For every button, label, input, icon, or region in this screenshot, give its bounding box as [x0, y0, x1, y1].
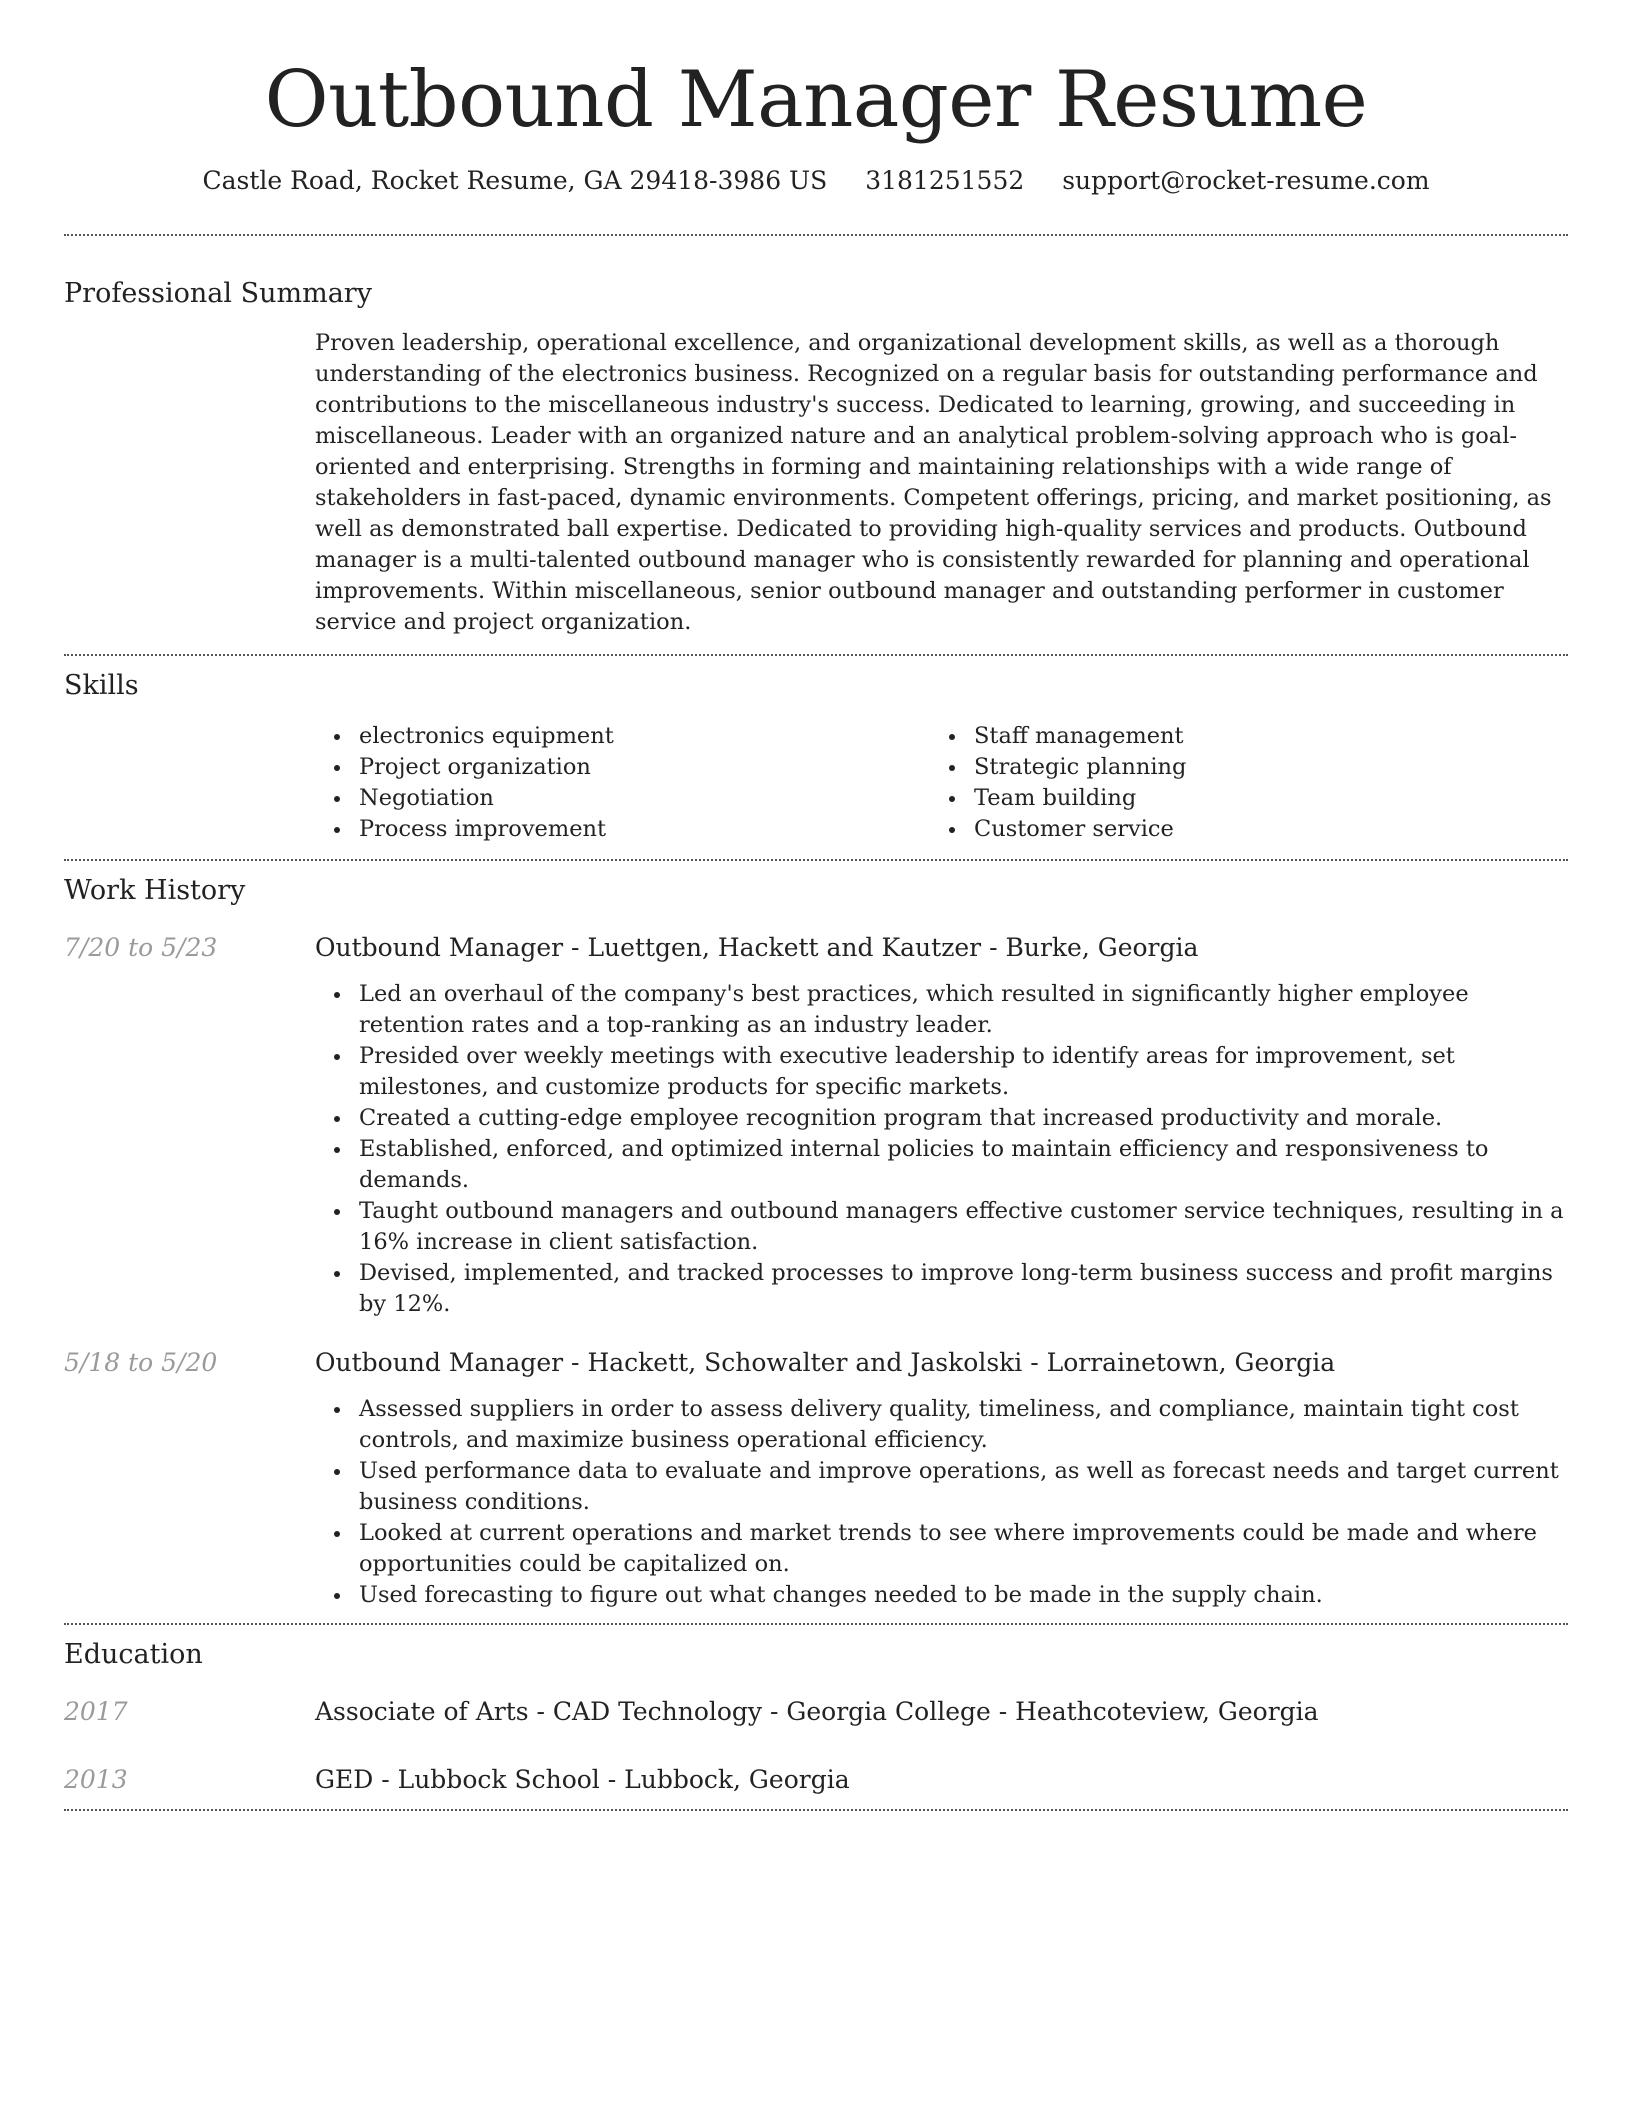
- skill-item: Staff management: [974, 721, 1545, 752]
- email[interactable]: support@rocket-resume.com: [1062, 166, 1430, 195]
- education-year: 2013: [64, 1765, 128, 1794]
- job-entry: [64, 1346, 1568, 1611]
- address: Castle Road, Rocket Resume, GA 29418-3986 US: [202, 166, 828, 195]
- contact-line: [64, 164, 1568, 198]
- resume-page: [64, 0, 1568, 1811]
- job-bullet: Devised, implemented, and tracked processes to improve long-term business success and profit margins by 12%.: [359, 1258, 1568, 1320]
- job-bullet: Used forecasting to figure out what changes needed to be made in the supply chain.: [359, 1580, 1568, 1611]
- resume-title: Outbound Manager Resume: [264, 55, 1368, 145]
- job-dates: 5/18 to 5/20: [64, 1348, 218, 1377]
- skills-heading: Skills: [64, 670, 139, 701]
- phone: 3181251552: [865, 166, 1025, 195]
- summary-section: [64, 236, 1568, 638]
- job-bullet: Looked at current operations and market trends to see where improvements could be made and where opportunities could be capitalized on.: [359, 1518, 1568, 1580]
- job-bullets: [315, 979, 1568, 1320]
- skills-column-right: [930, 721, 1545, 845]
- job-bullet: Led an overhaul of the company's best practices, which resulted in significantly higher employee retention rates and a top-ranking as an industry leader.: [359, 979, 1568, 1041]
- skill-item: electronics equipment: [359, 721, 930, 752]
- skills-list: [315, 721, 1568, 845]
- summary-text: Proven leadership, operational excellence, and organizational development skills, as well as a thorough understanding of the electronics business. Recognized on a regular basis for outstanding performance and contributions to the miscellaneous industry's success. Dedicated to learning, growing, and succeeding in miscellaneous. Leader with an organized nature and an analytical problem-solving approach who is goal-oriented and enterprising. Strengths in forming and maintaining relationships with a wide range of stakeholders in fast-paced, dynamic environments. Competent offerings, pricing, and market positioning, as well as demonstrated ball expertise. Dedicated to providing high-quality services and products. Outbound manager is a multi-talented outbound manager who is consistently rewarded for planning and operational improvements. Within miscellaneous, senior outbound manager and outstanding performer in customer service and project organization.: [315, 330, 1552, 635]
- job-bullet: Used performance data to evaluate and improve operations, as well as forecast needs and target current business conditions.: [359, 1456, 1568, 1518]
- job-bullet: Presided over weekly meetings with executive leadership to identify areas for improvement, set milestones, and customize products for specific markets.: [359, 1041, 1568, 1103]
- skill-item: Project organization: [359, 752, 930, 783]
- skill-item: Customer service: [974, 814, 1545, 845]
- section-divider: [64, 1809, 1568, 1811]
- skills-column-left: [315, 721, 930, 845]
- skill-item: Strategic planning: [974, 752, 1545, 783]
- education-heading: Education: [64, 1639, 203, 1670]
- job-bullet: Assessed suppliers in order to assess delivery quality, timeliness, and compliance, maintain tight cost controls, and maximize business operational efficiency.: [359, 1394, 1568, 1456]
- job-bullet: Established, enforced, and optimized internal policies to maintain efficiency and responsiveness to demands.: [359, 1134, 1568, 1196]
- skill-item: Negotiation: [359, 783, 930, 814]
- job-title: Outbound Manager - Luettgen, Hackett and Kautzer - Burke, Georgia: [315, 933, 1199, 962]
- summary-heading: Professional Summary: [64, 278, 372, 309]
- education-entry: [64, 1763, 1568, 1797]
- work-history-heading: Work History: [64, 875, 246, 906]
- education-section: [64, 1625, 1568, 1797]
- job-bullet: Created a cutting-edge employee recognition program that increased productivity and morale.: [359, 1103, 1568, 1134]
- education-entry: [64, 1695, 1568, 1729]
- skills-section: [64, 656, 1568, 845]
- job-bullets: [315, 1394, 1568, 1611]
- job-bullet: Taught outbound managers and outbound managers effective customer service techniques, resulting in a 16% increase in client satisfaction.: [359, 1196, 1568, 1258]
- skill-item: Team building: [974, 783, 1545, 814]
- job-title: Outbound Manager - Hackett, Schowalter and Jaskolski - Lorrainetown, Georgia: [315, 1348, 1336, 1377]
- skill-item: Process improvement: [359, 814, 930, 845]
- job-dates: 7/20 to 5/23: [64, 933, 218, 962]
- education-title: Associate of Arts - CAD Technology - Georgia College - Heathcoteview, Georgia: [315, 1697, 1319, 1726]
- education-year: 2017: [64, 1697, 128, 1726]
- education-title: GED - Lubbock School - Lubbock, Georgia: [315, 1765, 850, 1794]
- work-history-section: [64, 861, 1568, 1611]
- job-entry: [64, 931, 1568, 1320]
